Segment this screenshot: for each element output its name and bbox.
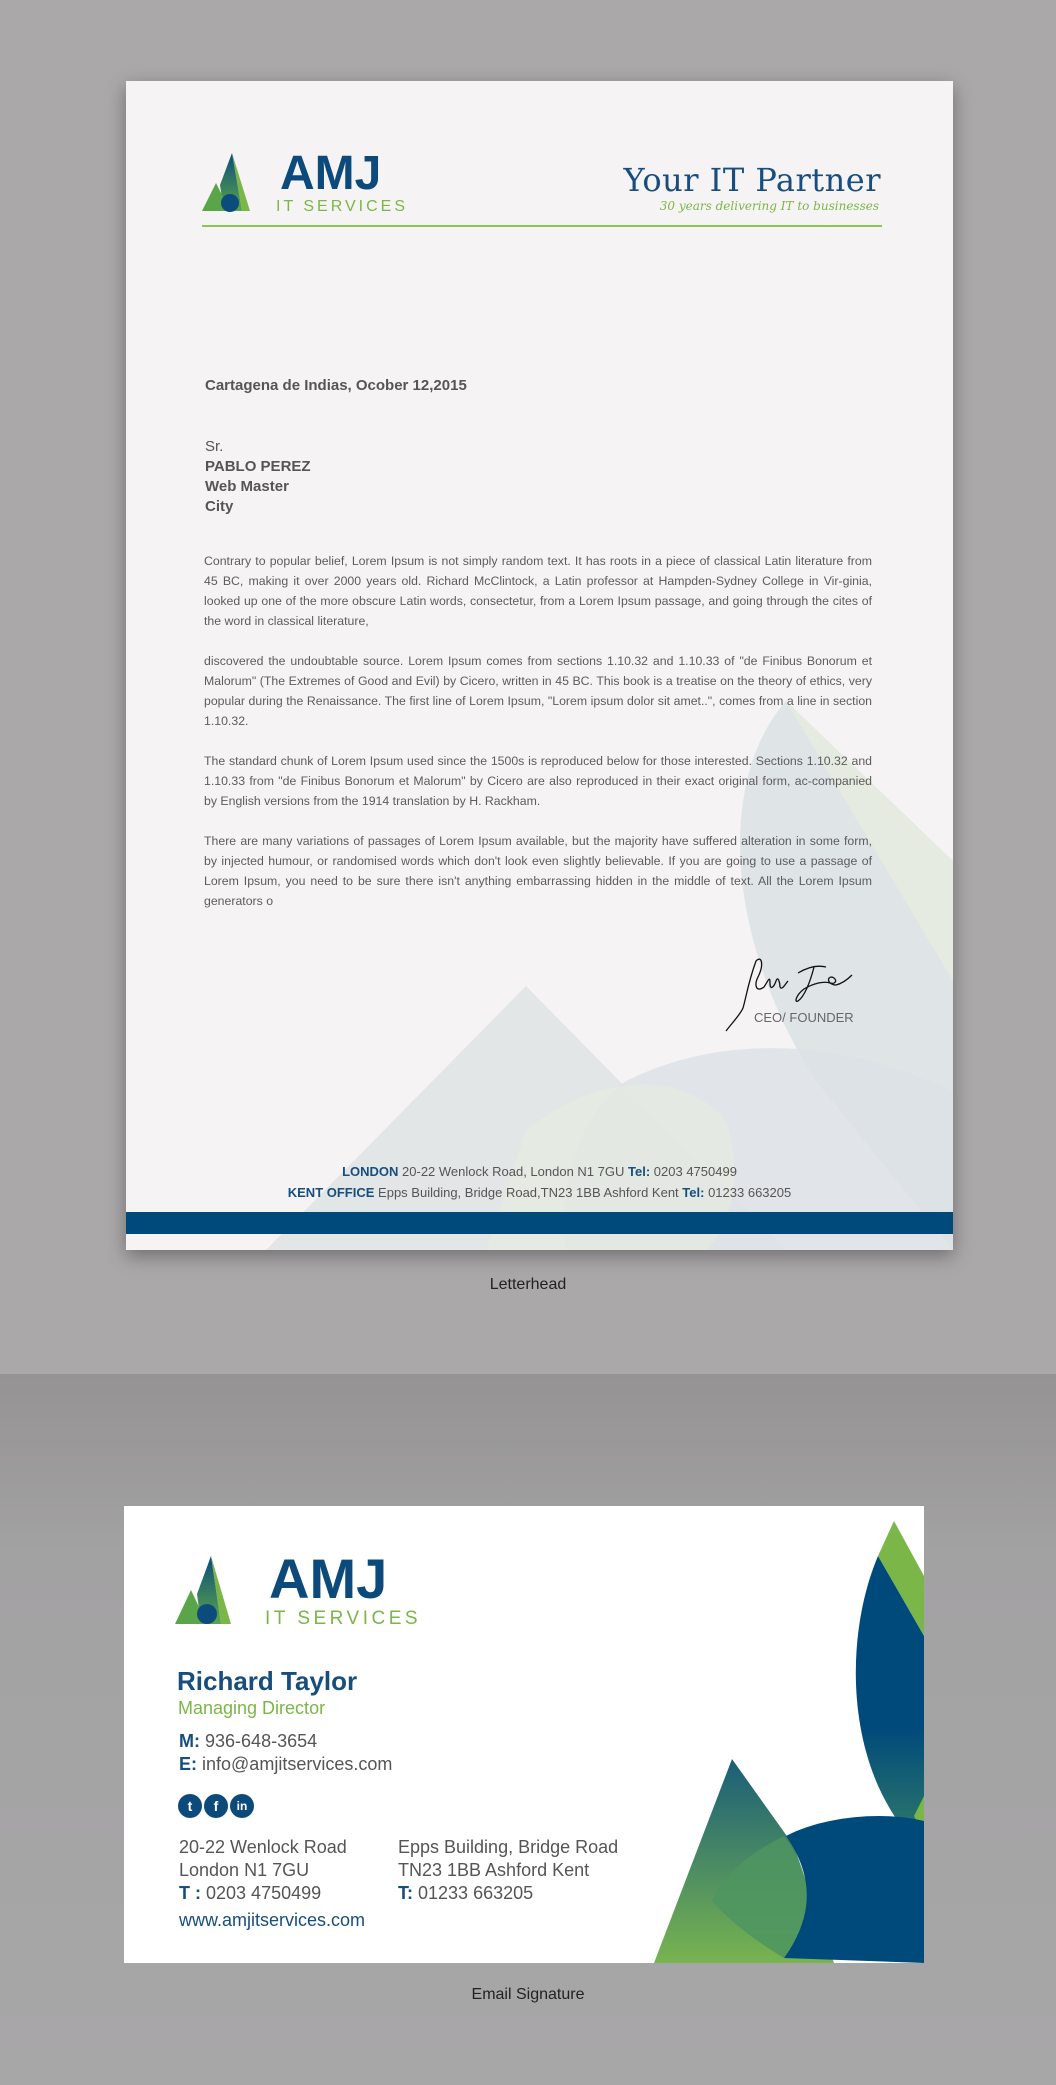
email-link[interactable]: info@amjitservices.com	[202, 1754, 393, 1774]
facebook-icon[interactable]: f	[204, 1794, 228, 1818]
letterhead-caption: Letterhead	[489, 1276, 567, 1293]
recipient-name: PABLO PEREZ	[205, 458, 311, 475]
email-signature-card	[124, 1506, 924, 1963]
paragraph: discovered the undoubtable source. Lorem Ipsum comes from sections 1.10.32 and 1.10.33 of "de Finibus Bonorum et Malorum" (The Extremes of Good and Evil) by Cicero, written in 45 BC. This book is a treatise on the theory of ethics, very popular during the Renaissance. The first line of Lorem Ipsum, "Lorem ipsum dolor sit amet..", comes from a line in section 1.10.32.	[204, 654, 872, 728]
recipient-salutation: Sr.	[205, 438, 224, 455]
website-link[interactable]: www.amjitservices.com	[179, 1910, 366, 1930]
recipient-title: Web Master	[205, 478, 289, 495]
mobile-line: M: 936-648-3654	[179, 1731, 318, 1751]
paragraph: The standard chunk of Lorem Ipsum used since the 1500s is reproduced below for those interested. Sections 1.10.32 and 1.10.33 from "de Finibus Bonorum et Malorum" by Cicero are also reproduced in their exact original form, ac-companied by English versions from the 1914 translation by H. Rackham.	[204, 754, 872, 808]
tagline-title: Your IT Partner	[623, 161, 881, 199]
footer-kent: KENT OFFICE Epps Building, Bridge Road,TN23 1BB Ashford Kent Tel: 01233 663205	[287, 1185, 792, 1200]
signer-title: CEO/ FOUNDER	[754, 1010, 854, 1025]
amj-logo	[175, 1550, 450, 1630]
footer-bar	[126, 1212, 953, 1234]
person-role: Managing Director	[178, 1698, 326, 1718]
date-line: Cartagena de Indias, Ocober 12,2015	[205, 377, 467, 394]
svg-text:AMJ: AMJ	[280, 147, 382, 200]
amj-logo	[202, 147, 442, 217]
contact-block	[179, 1730, 392, 1776]
recipient-city: City	[205, 498, 234, 515]
linkedin-icon[interactable]: in	[230, 1794, 254, 1818]
twitter-icon[interactable]: t	[178, 1794, 202, 1818]
email-line: E: info@amjitservices.com	[179, 1754, 393, 1774]
office-kent: Epps Building, Bridge Road TN23 1BB Ashford Kent T: 01233 663205	[398, 1837, 619, 1903]
letter-body	[204, 551, 872, 931]
svg-text:IT SERVICES: IT SERVICES	[276, 198, 408, 215]
header-divider	[202, 225, 882, 227]
footer-london: LONDON 20-22 Wenlock Road, London N1 7GU Tel: 0203 4750499	[342, 1164, 737, 1179]
paragraph: Contrary to popular belief, Lorem Ipsum is not simply random text. It has roots in a piece of classical Latin literature from 45 BC, making it over 2000 years old. Richard McClintock, a Latin professor at Hampden-Sydney College in Vir-ginia, looked up one of the more obscure Latin words, consectetur, from a Lorem Ipsum passage, and going through the cites of the word in classical literature,	[204, 554, 872, 628]
recipient-block	[205, 437, 311, 517]
tagline-subtitle: 30 years delivering IT to businesses	[659, 199, 879, 213]
london-phone[interactable]: 0203 4750499	[206, 1883, 322, 1903]
paragraph: There are many variations of passages of Lorem Ipsum available, but the majority have suffered alteration in some form, by injected humour, or randomised words which don't look even slightly believable. If you are going to use a passage of Lorem Ipsum, you need to be sure there isn't anything embarrassing hidden in the middle of text. All the Lorem Ipsum generators o	[204, 834, 872, 908]
svg-text:IT SERVICES: IT SERVICES	[265, 1608, 422, 1629]
mobile-number[interactable]: 936-648-3654	[205, 1731, 318, 1751]
email-signature-caption: Email Signature	[471, 1986, 585, 2003]
letterhead-footer	[126, 1161, 953, 1203]
letterhead-page	[126, 81, 953, 1250]
office-london: 20-22 Wenlock Road London N1 7GU T : 0203 4750499	[179, 1837, 347, 1903]
svg-text:AMJ: AMJ	[269, 1550, 388, 1610]
person-name: Richard Taylor	[177, 1666, 358, 1696]
kent-phone[interactable]: 01233 663205	[418, 1883, 534, 1903]
social-links	[178, 1794, 254, 1818]
